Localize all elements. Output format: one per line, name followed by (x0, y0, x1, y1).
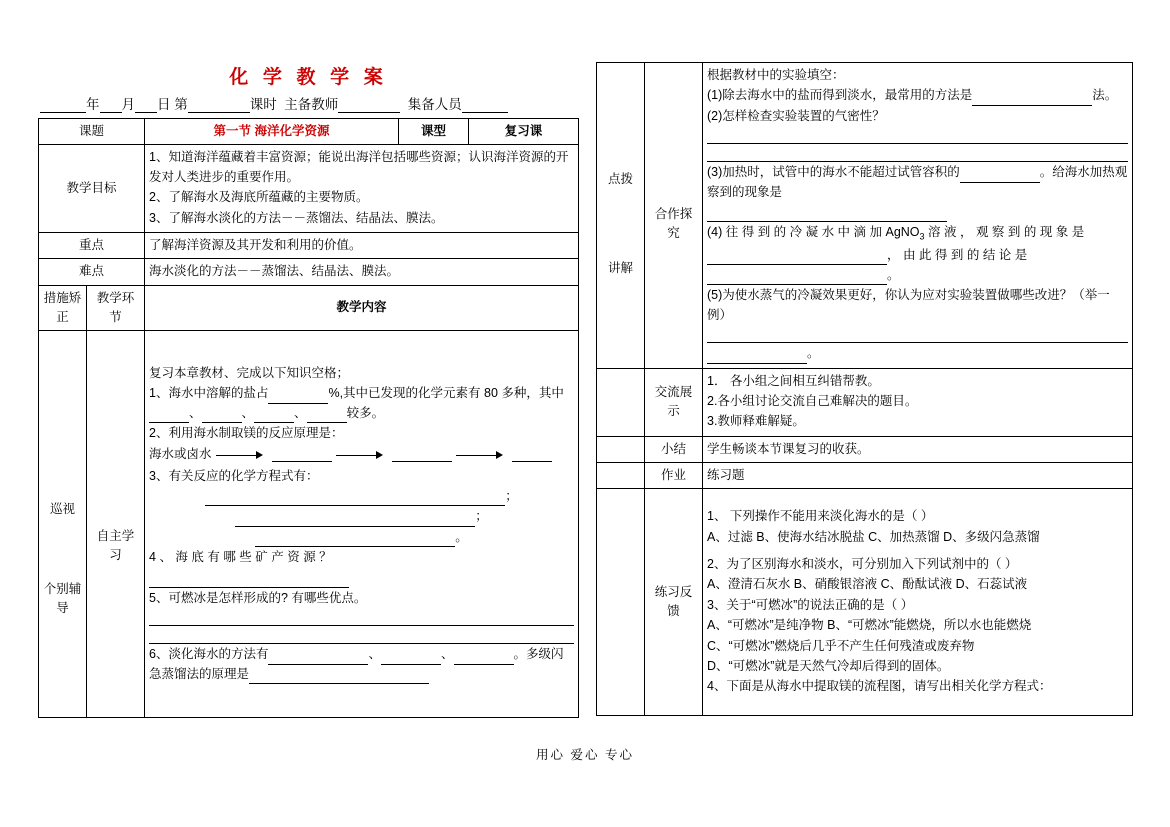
blank-q5-2 (149, 627, 574, 644)
blank-eq-3 (255, 532, 455, 547)
blank-q6-3 (454, 650, 514, 665)
table-row-summary (597, 436, 1133, 462)
coop-q5-blank-1 (707, 326, 1128, 343)
difficulty-label: 难点 (39, 259, 145, 285)
month-label: 月 (121, 97, 135, 112)
exchange-label-text: 交流展示 (654, 384, 693, 419)
difficulty-value: 海水淡化的方法－－蒸馏法、结晶法、膜法。 (145, 259, 579, 285)
summary-label: 小结 (645, 436, 703, 462)
measure-value (39, 331, 87, 718)
self-study-label: 自主学习 (96, 529, 135, 563)
table-row-cooperate (597, 63, 1133, 369)
table-row-topic (39, 119, 579, 145)
content-q6-d: 。多级闪急蒸馏法的原理是 (149, 647, 564, 681)
goal-item-1: 1、知道海洋蕴藏着丰富资源；能说出海洋包括哪些资源；认识海洋资源的开发对人类进步的重要作用。 (149, 150, 569, 184)
group-label: 集备人员 (407, 97, 462, 112)
right-column (596, 62, 1132, 716)
practice-item-1: 1、 下列操作不能用来淡化海水的是（ ） (707, 509, 934, 524)
key-label: 重点 (39, 232, 145, 258)
blank-coop-1 (972, 91, 1092, 106)
homework-label: 作业 (645, 463, 703, 489)
topic-label: 课题 (39, 119, 145, 145)
table-row-key (39, 232, 579, 258)
link-value (87, 331, 145, 718)
page-footer: 用心 爱心 专心 (536, 748, 634, 762)
homework-value: 练习题 (703, 463, 1133, 489)
coop-q3 (707, 163, 1128, 202)
content-q5-blank-1 (149, 609, 574, 626)
blank-coop-2 (707, 127, 1128, 144)
table-row-homework (597, 463, 1133, 489)
teaching-content (145, 331, 579, 718)
coop-q4-line2: ， 由 此 得 到 的 结 论 是 (707, 246, 1128, 265)
chain-blank-3 (512, 447, 552, 462)
content-q1-a: 1、海水中溶解的盐占 (149, 386, 269, 401)
goal-label-text: 教学目标 (66, 180, 117, 195)
content-q3-line3 (149, 528, 574, 547)
exchange-item-2: 2.各小组讨论交流自己难解决的题目。 (707, 393, 918, 408)
coop-q5-blank-2 (707, 344, 1128, 363)
blank-coop-5 (707, 207, 947, 222)
measure-label-text: 措施矫正 (43, 290, 82, 324)
cooperate-label-text: 合作探究 (654, 206, 693, 241)
content-q6-c: 、 (440, 647, 454, 662)
exchange-spacer (597, 368, 645, 436)
practice-spacer (597, 489, 645, 716)
blank-coop-7 (707, 270, 887, 285)
table-row-goal (39, 145, 579, 233)
exchange-label (645, 368, 703, 436)
table-row-column-headers (39, 285, 579, 331)
homework-spacer (597, 463, 645, 489)
coop-q2: (2)怎样检查实验装置的气密性？ (707, 108, 885, 123)
coop-q4-end: 。 (887, 268, 900, 283)
class-type-label: 课型 (399, 119, 469, 145)
content-q3: 3、有关反应的化学方程式有： (149, 468, 319, 483)
table-row-exchange (597, 368, 1133, 436)
blank-eq-1 (205, 491, 505, 506)
content-q2-chain (149, 445, 574, 464)
link-label-text: 教学环节 (96, 290, 135, 324)
q3-end3: 。 (455, 529, 468, 544)
teacher-label: 主备教师 (284, 97, 339, 112)
coop-q5: (5)为使水蒸气的冷凝效果更好，你认为应对实验装置做哪些改进？（举一例） (707, 288, 1110, 322)
coop-q1-b: 法。 (1092, 88, 1118, 103)
content-intro: 复习本章教材、完成以下知识空格； (149, 365, 350, 380)
coop-q4: (4) 往 得 到 的 冷 凝 水 中 滴 加 AgNO$_3$ 溶 液 ， 观 察 到 的 现 象 是 (707, 225, 1085, 242)
blank-q6-2 (381, 650, 441, 665)
coop-q2-blank-1 (707, 127, 1128, 144)
blank-q5-1 (149, 609, 574, 626)
content-q3-line1 (149, 487, 574, 506)
blank-q1-3 (202, 408, 242, 423)
guide-label: 点拨 (607, 171, 633, 186)
table-row-content (39, 331, 579, 718)
content-q3-line2 (149, 507, 574, 526)
exchange-item-3: 3.教师释难解疑。 (707, 414, 805, 429)
goal-value (145, 145, 579, 233)
blank-q6-1 (268, 650, 368, 665)
link-label (87, 285, 145, 331)
content-q2: 2、利用海水制取镁的反应原理是： (149, 425, 344, 440)
content-q6-a: 6、淡化海水的方法有 (149, 647, 269, 662)
arrow-icon-3 (456, 450, 508, 460)
left-column (38, 62, 578, 718)
blank-coop-9 (707, 349, 807, 364)
coop-intro: 根据教材中的实验填空： (707, 68, 845, 82)
practice-item-3: 2、为了区别海水和淡水，可分别加入下列试剂中的（ ） (707, 557, 1018, 571)
tutor-label: 个别辅导 (43, 581, 82, 616)
blank-q1-4 (254, 408, 294, 423)
content-q5-blank-2 (149, 627, 574, 644)
arrow-icon-1 (216, 450, 268, 460)
exchange-content (703, 368, 1133, 436)
practice-label (645, 489, 703, 716)
cooperate-content (703, 63, 1133, 369)
blank-q1-1 (268, 389, 328, 404)
topic-value: 第一节 海洋化学资源 (145, 119, 399, 145)
measure-label (39, 285, 87, 331)
blank-q6-4 (249, 669, 429, 684)
explain-label: 讲解 (607, 261, 633, 276)
coop-q5-end: 。 (807, 346, 820, 361)
content-q6 (149, 645, 574, 684)
summary-value: 学生畅谈本节课复习的收获。 (703, 436, 1133, 462)
guide-explain-cell (597, 63, 645, 369)
practice-item-7: C、“可燃冰”燃烧后几乎不产生任何残渣或废弃物 (707, 638, 975, 653)
coop-q1-a: (1)除去海水中的盐而得到淡水，最常用的方法是 (707, 88, 973, 103)
content-q5: 5、可燃冰是怎样形成的? 有哪些优点。 (149, 590, 367, 605)
day-label: 日 (157, 97, 171, 112)
coop-q3-b: 。给海水加热观察到的现象是 (707, 165, 1128, 199)
content-q1-b: %,其中已发现的化学元素有 80 多种，其中 (328, 386, 564, 401)
blank-eq-2 (235, 512, 475, 527)
table-row-difficulty (39, 259, 579, 285)
coop-q4-line3 (707, 266, 1128, 285)
blank-q1-2 (149, 408, 189, 423)
blank-coop-3 (707, 145, 1128, 162)
content-q4: 4 、 海 底 有 哪 些 矿 产 资 源 ？ (149, 550, 332, 565)
goal-item-2: 2、了解海水及海底所蕴藏的主要物质。 (149, 190, 369, 205)
arrow-icon-2 (336, 450, 388, 460)
q3-end2: ； (475, 509, 488, 524)
goal-item-3: 3、了解海水淡化的方法－－蒸馏法、结晶法、膜法。 (149, 210, 444, 225)
right-lesson-table (596, 62, 1133, 716)
blank-q1-5 (307, 408, 347, 423)
content-q1: 1、海水中溶解的盐占 %,其中已发现的化学元素有 80 多种，其中、 、 、 较多。 (149, 384, 574, 423)
content-q4-blank (149, 569, 574, 588)
content-q1-c: 较多。 (346, 405, 385, 420)
left-lesson-table (38, 118, 579, 718)
chain-start-label: 海水或卤水 (149, 447, 212, 462)
blank-coop-6 (707, 250, 887, 265)
practice-item-4: A、澄清石灰水 B、硝酸银溶液 C、酚酞试液 D、石蕊试液 (707, 577, 1028, 592)
coop-q3-blank (707, 203, 1128, 222)
practice-item-5: 3、关于“可燃冰”的说法正确的是（ ） (707, 597, 914, 612)
key-value: 了解海洋资源及其开发和利用的价值。 (145, 232, 579, 258)
year-label: 年 (86, 97, 100, 112)
page-title: 化 学 教 学 案 (229, 66, 387, 88)
coop-q3-a: (3)加热时，试管中的海水不能超过试管容积的 (707, 165, 960, 180)
header-meta-line (40, 93, 578, 113)
exchange-item-1: 1． 各小组之间相互纠错帮教。 (707, 373, 880, 388)
goal-label (39, 145, 145, 233)
practice-item-2: A、过滤 B、使海水结冰脱盐 C、加热蒸馏 D、多级闪急蒸馏 (707, 529, 1040, 544)
content-q6-b: 、 (368, 647, 381, 662)
practice-item-6: A、“可燃冰”是纯净物 B、“可燃冰”能燃烧，所以水也能燃烧 (707, 618, 1032, 633)
chain-blank-2 (392, 447, 452, 462)
blank-coop-8 (707, 326, 1128, 343)
blank-q4 (149, 573, 349, 588)
summary-spacer (597, 436, 645, 462)
coop-q2-blank-2 (707, 145, 1128, 162)
practice-content (703, 489, 1133, 716)
table-row-practice (597, 489, 1133, 716)
blank-coop-4 (960, 168, 1040, 183)
period-suffix: 课时 (249, 97, 277, 112)
q3-end1: ； (505, 489, 518, 503)
class-type-value: 复习课 (469, 119, 579, 145)
patrol-label: 巡视 (49, 502, 75, 517)
coop-q1 (707, 86, 1128, 105)
cooperate-label (645, 63, 703, 369)
practice-item-9: 4、下面是从海水中提取镁的流程图，请写出相关化学方程式： (707, 679, 1052, 694)
chain-blank-1 (272, 447, 332, 462)
practice-item-8: D、“可燃冰”就是天然气冷却后得到的固体。 (707, 658, 950, 673)
period-prefix: 第 (174, 97, 188, 112)
content-label: 教学内容 (145, 285, 579, 331)
practice-label-text: 练习反馈 (654, 585, 693, 619)
